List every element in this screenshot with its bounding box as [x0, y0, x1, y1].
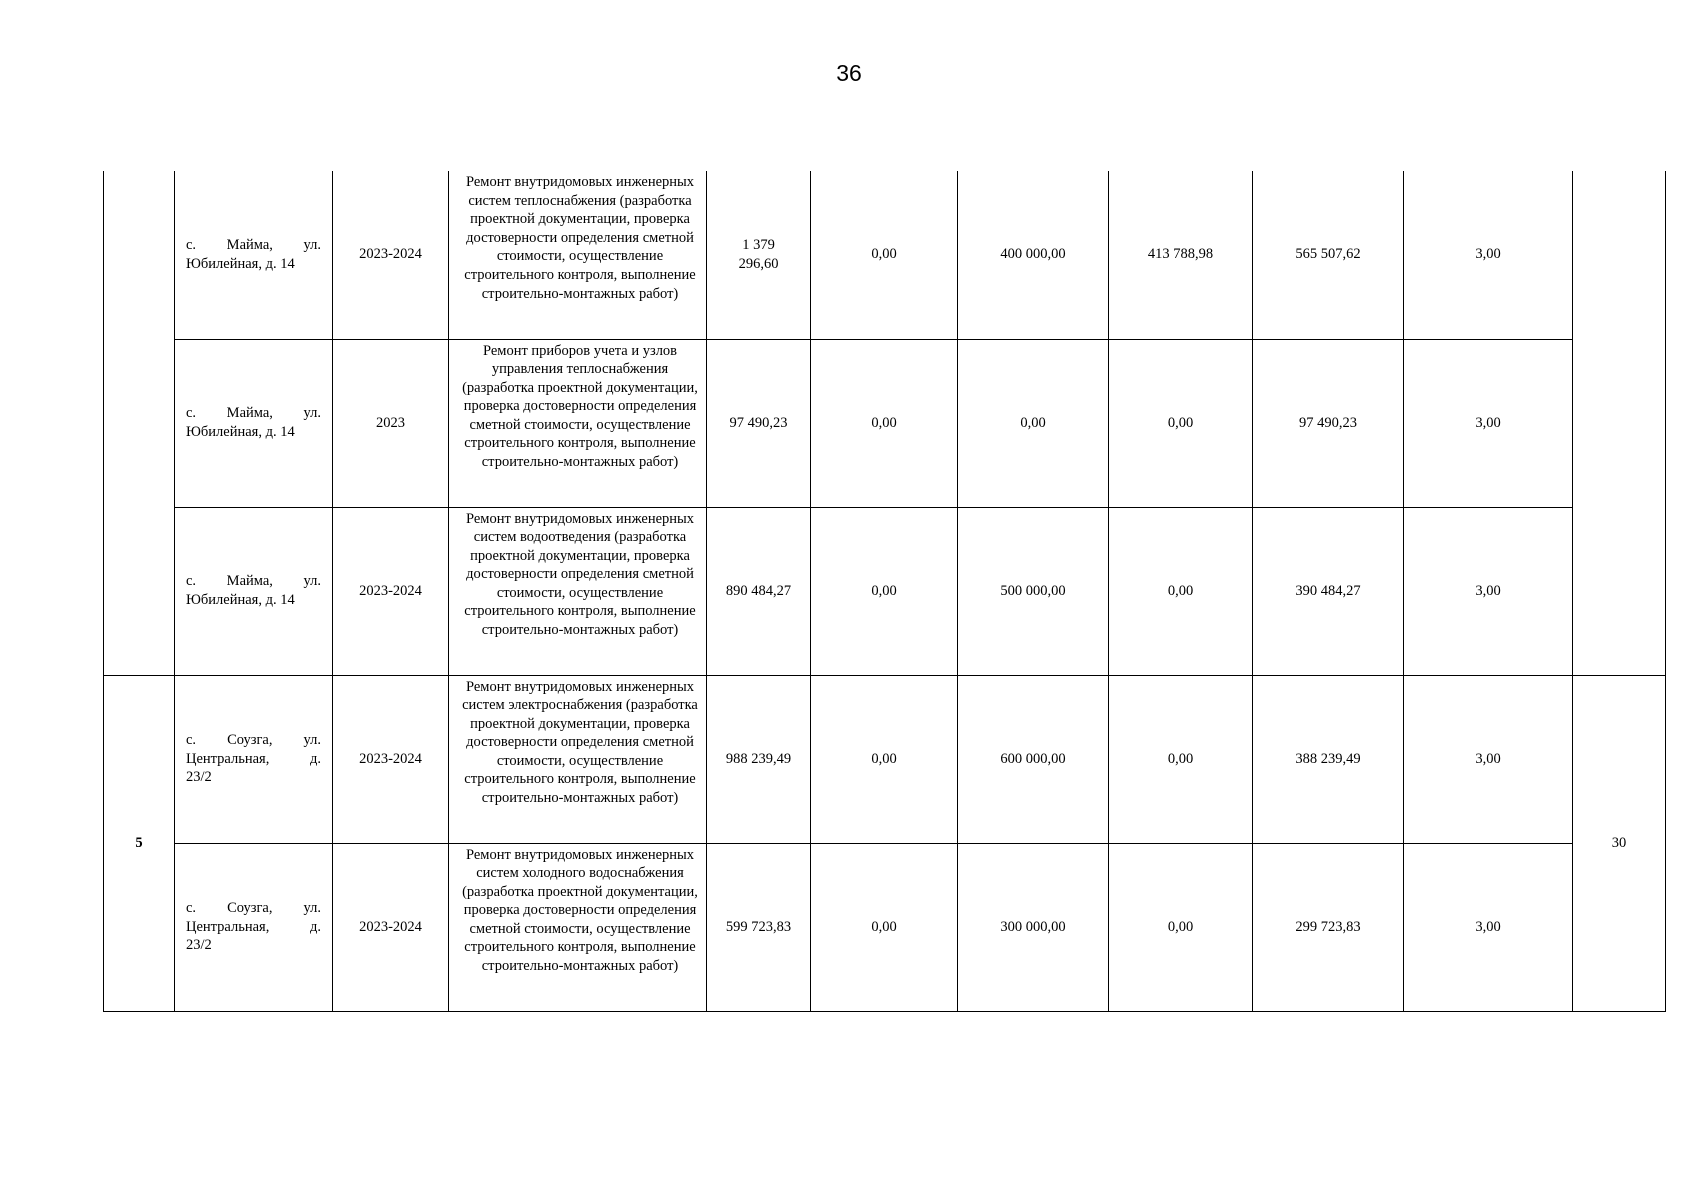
period-cell: 2023-2024	[333, 843, 449, 1011]
amount-cell: 299 723,83	[1253, 843, 1404, 1011]
description-cell: Ремонт приборов учета и узлов управления теплоснабжения (разработка проектной документации, проверка достоверности определения сметной стоимости, осуществление строительного контроля, выполнение строительно-монтажных работ)	[449, 339, 707, 507]
amount-cell: 3,00	[1404, 171, 1573, 339]
amount-cell: 390 484,27	[1253, 507, 1404, 675]
amount-cell: 0,00	[811, 675, 958, 843]
address-line: с. Майма, ул.	[186, 237, 321, 254]
description-cell: Ремонт внутридомовых инженерных систем холодного водоснабжения (разработка проектной документации, проверка достоверности определения сметной стоимости, осуществление строительного контроля, выполнение строительно-монтажных работ)	[449, 843, 707, 1011]
table-row	[104, 171, 1666, 339]
group-number-cell	[104, 171, 175, 675]
amount-cell: 3,00	[1404, 675, 1573, 843]
address-line: с. Майма, ул.	[186, 573, 321, 590]
amount-cell: 0,00	[1109, 339, 1253, 507]
amount-cell: 0,00	[811, 507, 958, 675]
period-cell: 2023-2024	[333, 675, 449, 843]
amount-cell: 413 788,98	[1109, 171, 1253, 339]
amount-cell: 0,00	[1109, 675, 1253, 843]
amount-cell: 300 000,00	[958, 843, 1109, 1011]
address-cell	[175, 171, 333, 339]
period-cell: 2023-2024	[333, 507, 449, 675]
amount-cell: 0,00	[1109, 507, 1253, 675]
group-number-cell: 5	[104, 675, 175, 1011]
address-last-line: 23/2	[186, 769, 212, 786]
address-last-line: 23/2	[186, 937, 212, 954]
works-table	[103, 171, 1666, 1012]
amount-cell: 0,00	[811, 339, 958, 507]
address-line: Центральная, д.	[186, 918, 321, 935]
amount-cell: 3,00	[1404, 339, 1573, 507]
amount-cell: 600 000,00	[958, 675, 1109, 843]
address-line: с. Соузга, ул.	[186, 900, 321, 917]
amount-cell: 97 490,23	[1253, 339, 1404, 507]
address-line: с. Майма, ул.	[186, 405, 321, 422]
period-cell: 2023	[333, 339, 449, 507]
address-cell	[175, 507, 333, 675]
group-total-cell: 30	[1573, 675, 1666, 1011]
address-cell	[175, 675, 333, 843]
amount-cell: 0,00	[811, 171, 958, 339]
table-row	[104, 339, 1666, 507]
description-cell: Ремонт внутридомовых инженерных систем теплоснабжения (разработка проектной документации, проверка достоверности определения сметной стоимости, осуществление строительного контроля, выполнение строительно-монтажных работ)	[449, 171, 707, 339]
table-row	[104, 507, 1666, 675]
amount-cell: 565 507,62	[1253, 171, 1404, 339]
amount-cell: 3,00	[1404, 843, 1573, 1011]
amount-cell: 388 239,49	[1253, 675, 1404, 843]
cost-cell: 599 723,83	[707, 843, 811, 1011]
address-cell	[175, 843, 333, 1011]
group-total-cell	[1573, 171, 1666, 675]
cost-cell: 988 239,49	[707, 675, 811, 843]
cost-cell: 1 379 296,60	[707, 171, 811, 339]
period-cell: 2023-2024	[333, 171, 449, 339]
address-last-line: Юбилейная, д. 14	[186, 592, 295, 608]
table-row	[104, 843, 1666, 1011]
cost-cell: 97 490,23	[707, 339, 811, 507]
address-line: Центральная, д.	[186, 750, 321, 767]
description-cell: Ремонт внутридомовых инженерных систем электроснабжения (разработка проектной документации, проверка достоверности определения сметной стоимости, осуществление строительного контроля, выполнение строительно-монтажных работ)	[449, 675, 707, 843]
amount-cell: 0,00	[958, 339, 1109, 507]
description-cell: Ремонт внутридомовых инженерных систем водоотведения (разработка проектной документации, проверка достоверности определения сметной стоимости, осуществление строительного контроля, выполнение строительно-монтажных работ)	[449, 507, 707, 675]
address-line: с. Соузга, ул.	[186, 732, 321, 749]
address-last-line: Юбилейная, д. 14	[186, 255, 295, 272]
amount-cell: 3,00	[1404, 507, 1573, 675]
amount-cell: 500 000,00	[958, 507, 1109, 675]
table-row	[104, 675, 1666, 843]
amount-cell: 0,00	[1109, 843, 1253, 1011]
amount-cell: 0,00	[811, 843, 958, 1011]
page-number: 36	[836, 60, 862, 86]
amount-cell: 400 000,00	[958, 171, 1109, 339]
cost-cell: 890 484,27	[707, 507, 811, 675]
address-cell	[175, 339, 333, 507]
address-last-line: Юбилейная, д. 14	[186, 424, 295, 440]
